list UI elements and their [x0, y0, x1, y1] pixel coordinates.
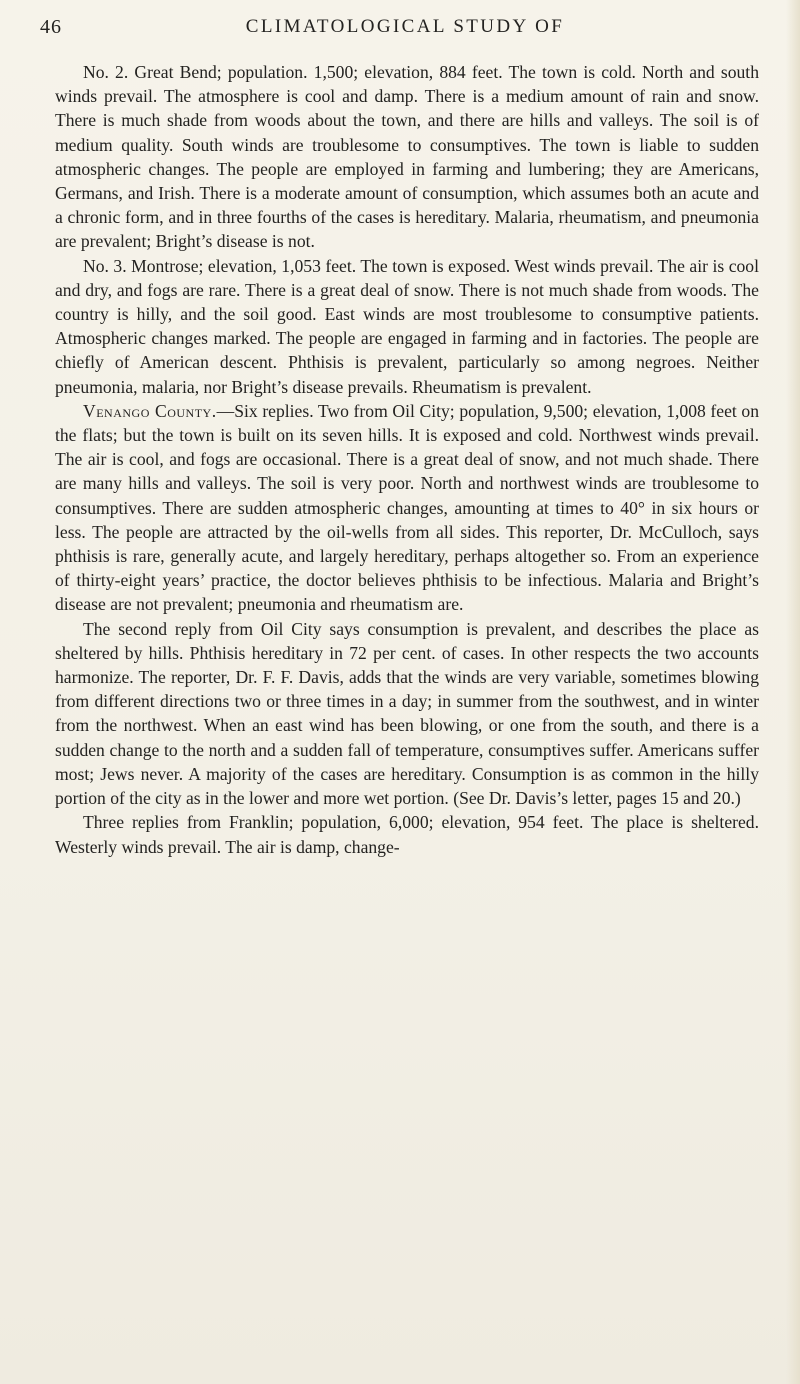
paragraph — [55, 60, 759, 254]
paragraph — [55, 254, 759, 399]
paragraph — [55, 810, 759, 858]
page-header — [40, 16, 770, 46]
page-edge-shading — [786, 0, 800, 1384]
paragraph-text: The second reply from Oil City says consumption is prevalent, and describes the place as sheltered by hills. Phthisis hereditary in 72 per cent. of cases. In other respects the two accounts harmonize. The reporter, Dr. F. F. Davis, adds that the winds are very variable, sometimes blowing from different directions two or three times in a day; in summer from the southwest, and in winter from the northwest. When an east wind has been blowing, or one from the south, and there is a sudden change to the north and a sudden fall of temperature, consumptives suffer. Americans suffer most; Jews never. A majority of the cases are hereditary. Consumption is as common in the hilly portion of the city as in the lower and more wet portion. (See Dr. Davis’s letter, pages 15 and 20.) — [55, 618, 759, 809]
paragraph — [55, 399, 759, 617]
running-title: CLIMATOLOGICAL STUDY OF — [245, 16, 565, 37]
section-heading-venango-county: Venango County. — [83, 400, 217, 421]
paragraph-text: Three replies from Franklin; population, 6,000; elevation, 954 feet. The place is sheltered. Westerly winds prevail. The air is damp, change- — [55, 812, 759, 857]
paragraph-text: —Six replies. Two from Oil City; population, 9,500; elevation, 1,008 feet on the flats; but the town is built on its seven hills. It is exposed and cold. Northwest winds prevail. The air is cool, and fogs are occasional. There is a great deal of snow, and not much shade. There are many hills and valleys. The soil is very poor. North and northwest winds are troublesome to consumptives. There are sudden atmospheric changes, amounting at times to 40° in six hours or less. The people are attracted by the oil-wells from all sides. This reporter, Dr. McCulloch, says phthisis is rare, generally acute, and largely hereditary, perhaps altogether so. From an experience of thirty-eight years’ practice, the doctor believes phthisis to be infectious. Malaria and Bright’s disease are not prevalent; pneumonia and rheumatism are. — [55, 400, 759, 615]
paragraph — [55, 617, 759, 811]
paragraph-text: No. 2. Great Bend; population. 1,500; elevation, 884 feet. The town is cold. North and south winds prevail. The atmosphere is cool and damp. There is a medium amount of rain and snow. There is much shade from woods about the town, and there are hills and valleys. The soil is of medium quality. South winds are troublesome to consumptives. The town is liable to sudden atmospheric changes. The people are employed in farming and lumbering; they are Americans, Germans, and Irish. There is a moderate amount of consumption, which assumes both an acute and a chronic form, and in three fourths of the cases is hereditary. Malaria, rheumatism, and pneumonia are prevalent; Bright’s disease is not. — [55, 62, 759, 252]
paragraph-text: No. 3. Montrose; elevation, 1,053 feet. The town is exposed. West winds prevail. The air is cool and dry, and fogs are rare. There is a great deal of snow. There is not much shade from woods. The country is hilly, and the soil good. East winds are most troublesome to consumptive patients. Atmospheric changes marked. The people are engaged in farming and in factories. The people are chiefly of American descent. Phthisis is prevalent, particularly so among negroes. Neither pneumonia, malaria, nor Bright’s disease prevails. Rheumatism is prevalent. — [55, 255, 759, 397]
body-text — [55, 60, 759, 859]
page-number: 46 — [40, 16, 62, 38]
